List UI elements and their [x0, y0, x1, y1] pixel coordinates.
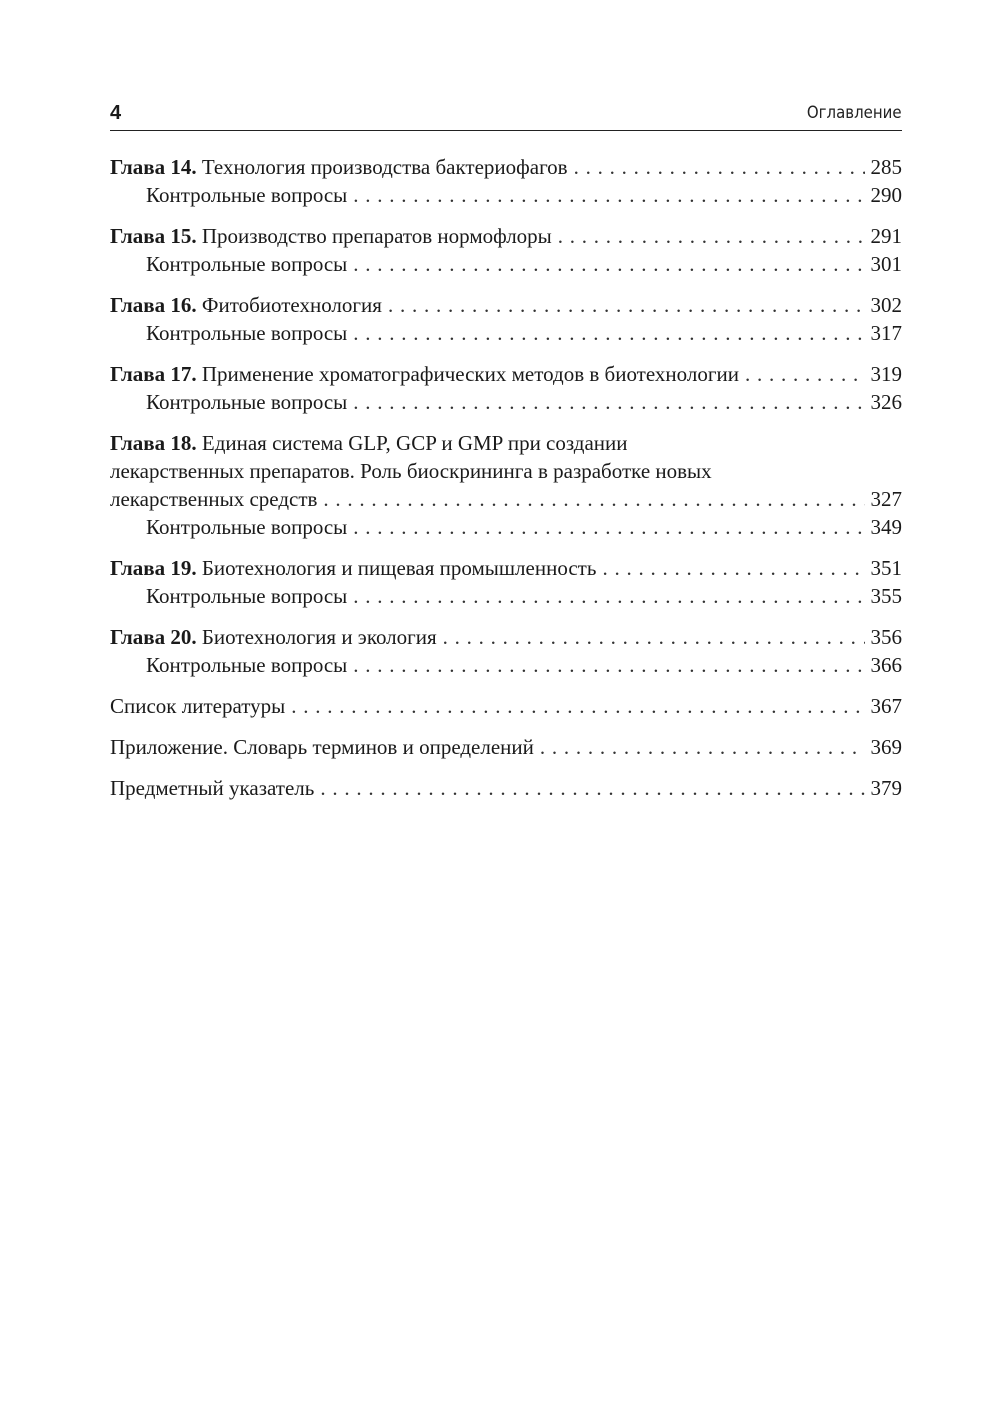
toc-subentry[interactable] — [110, 250, 902, 278]
chapter-title: лекарственных препаратов. Роль биоскрининга в разработке новых — [110, 459, 712, 483]
toc-entry[interactable] — [110, 153, 902, 181]
toc-chapter-14 — [110, 153, 902, 209]
chapter-title: Применение хроматографических методов в биотехнологии — [196, 362, 739, 386]
toc-entry-title: Предметный указатель — [110, 776, 315, 800]
toc-entry-title — [110, 360, 739, 388]
chapter-label: Глава 17. — [110, 362, 197, 386]
dot-leader — [388, 291, 865, 319]
chapter-title: Фитобиотехнология — [196, 293, 382, 317]
chapter-label: Глава 18. — [110, 431, 197, 455]
chapter-label: Глава 19. — [110, 556, 197, 580]
chapter-title: Биотехнология и экология — [196, 625, 437, 649]
toc-chapter-18 — [110, 429, 902, 541]
page-ref: 302 — [870, 293, 902, 317]
dot-leader — [291, 692, 864, 720]
page-ref: 355 — [870, 584, 902, 608]
page-ref: 349 — [870, 515, 902, 539]
toc-chapter-16 — [110, 291, 902, 347]
dot-leader — [353, 250, 864, 278]
subentry-title: Контрольные вопросы — [146, 515, 348, 539]
page-ref: 367 — [870, 694, 902, 718]
dot-leader — [353, 651, 864, 679]
toc-chapter-19 — [110, 554, 902, 610]
toc-entry[interactable] — [110, 733, 902, 761]
toc-chapter-17 — [110, 360, 902, 416]
toc-entry-title-line[interactable] — [110, 457, 902, 485]
page-ref: 356 — [870, 625, 902, 649]
toc-entry[interactable] — [110, 554, 902, 582]
toc-entry[interactable] — [110, 360, 902, 388]
toc-entry-title — [110, 153, 568, 181]
toc-entry[interactable] — [110, 774, 902, 802]
chapter-title: Производство препаратов нормофлоры — [196, 224, 552, 248]
page-ref: 319 — [870, 362, 902, 386]
toc-entry-title-line[interactable] — [110, 429, 902, 457]
toc-entry[interactable] — [110, 485, 902, 513]
dot-leader — [745, 360, 865, 388]
toc-entry-title — [110, 554, 596, 582]
toc-entry-title: Приложение. Словарь терминов и определений — [110, 735, 534, 759]
toc-entry[interactable] — [110, 692, 902, 720]
subentry-title: Контрольные вопросы — [146, 252, 348, 276]
chapter-title: Технология производства бактериофагов — [196, 155, 568, 179]
chapter-title: Биотехнология и пищевая промышленность — [196, 556, 597, 580]
subentry-title: Контрольные вопросы — [146, 390, 348, 414]
page-number: 4 — [110, 102, 122, 124]
chapter-label: Глава 20. — [110, 625, 197, 649]
toc-subentry[interactable] — [110, 582, 902, 610]
dot-leader — [353, 319, 864, 347]
dot-leader — [353, 513, 864, 541]
chapter-label: Глава 16. — [110, 293, 197, 317]
page-ref: 326 — [870, 390, 902, 414]
page-ref: 327 — [870, 487, 902, 511]
toc-entry-title — [110, 222, 552, 250]
chapter-label: Глава 14. — [110, 155, 197, 179]
dot-leader — [353, 582, 864, 610]
dot-leader — [540, 733, 865, 761]
toc-entry[interactable] — [110, 222, 902, 250]
dot-leader — [574, 153, 865, 181]
toc-entry-title — [110, 291, 382, 319]
page-ref: 317 — [870, 321, 902, 345]
dot-leader — [323, 485, 864, 513]
toc-subject-index — [110, 774, 902, 802]
dot-leader — [320, 774, 864, 802]
subentry-title: Контрольные вопросы — [146, 183, 348, 207]
page-ref: 290 — [870, 183, 902, 207]
toc-subentry[interactable] — [110, 388, 902, 416]
toc-entry-title: Список литературы — [110, 694, 286, 718]
page-ref: 285 — [870, 155, 902, 179]
dot-leader — [602, 554, 864, 582]
toc-chapter-15 — [110, 222, 902, 278]
dot-leader — [558, 222, 865, 250]
dot-leader — [443, 623, 865, 651]
toc-entry[interactable] — [110, 291, 902, 319]
subentry-title: Контрольные вопросы — [146, 584, 348, 608]
toc-subentry[interactable] — [110, 513, 902, 541]
toc-subentry[interactable] — [110, 181, 902, 209]
toc-entry[interactable] — [110, 623, 902, 651]
chapter-label: Глава 15. — [110, 224, 197, 248]
page-ref: 301 — [870, 252, 902, 276]
running-title: Оглавление — [807, 103, 902, 123]
page-header — [110, 100, 902, 131]
table-of-contents — [110, 153, 902, 815]
toc-chapter-20 — [110, 623, 902, 679]
toc-subentry[interactable] — [110, 651, 902, 679]
page-ref: 351 — [870, 556, 902, 580]
page-ref: 291 — [870, 224, 902, 248]
subentry-title: Контрольные вопросы — [146, 653, 348, 677]
dot-leader — [353, 181, 864, 209]
subentry-title: Контрольные вопросы — [146, 321, 348, 345]
toc-appendix — [110, 733, 902, 761]
chapter-title: Единая система GLP, GCP и GMP при создании — [196, 431, 628, 455]
dot-leader — [353, 388, 864, 416]
page-ref: 366 — [870, 653, 902, 677]
toc-entry-title — [110, 623, 437, 651]
toc-references — [110, 692, 902, 720]
page-ref: 379 — [870, 776, 902, 800]
page-ref: 369 — [870, 735, 902, 759]
chapter-title: лекарственных средств — [110, 487, 318, 511]
toc-subentry[interactable] — [110, 319, 902, 347]
